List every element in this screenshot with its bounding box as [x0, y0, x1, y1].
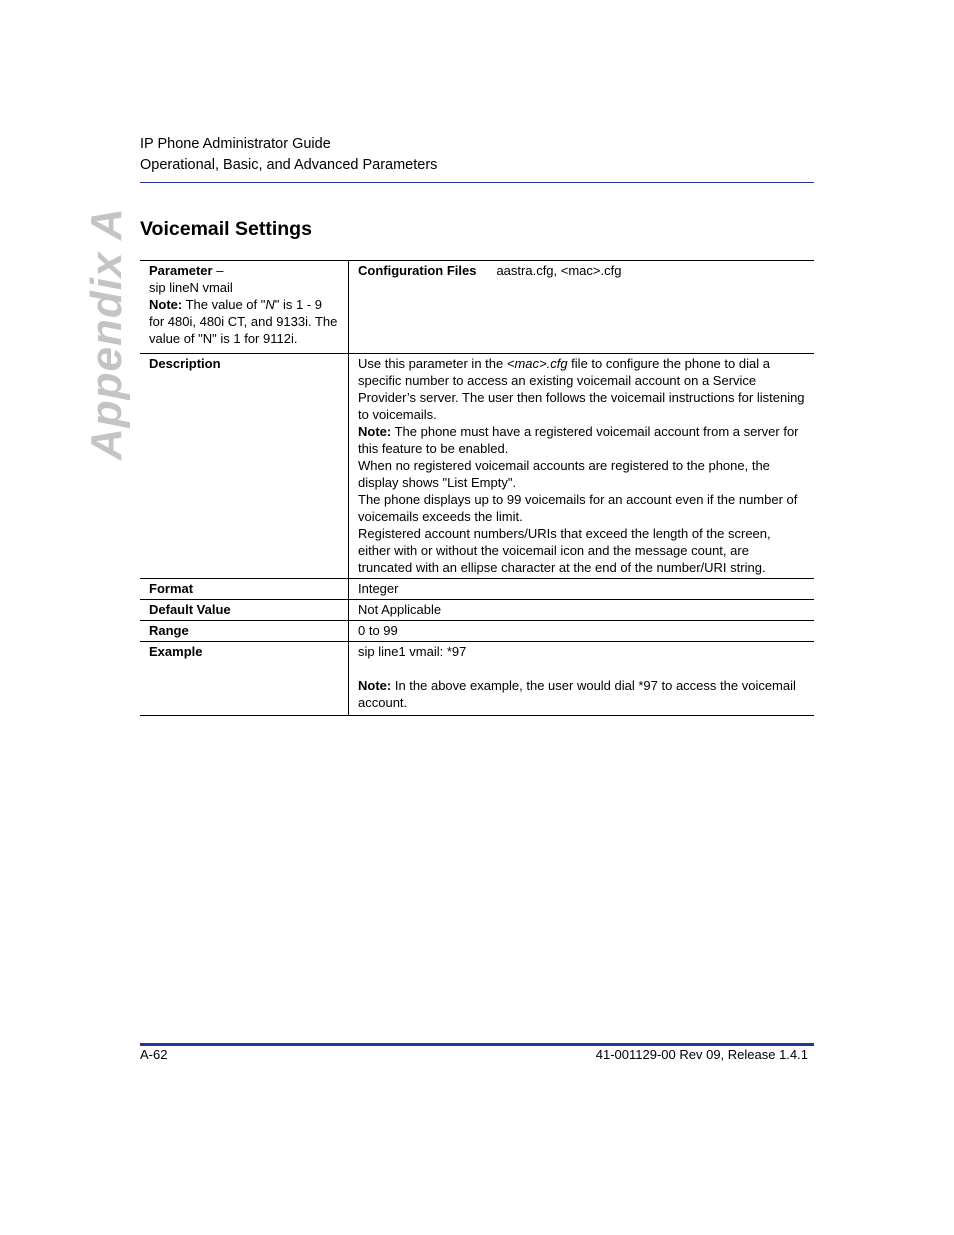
example-label: Example	[140, 642, 349, 716]
parameter-cell	[140, 261, 349, 354]
description-cell	[349, 354, 815, 579]
table-row-format	[140, 579, 814, 600]
config-files-value: aastra.cfg, <mac>.cfg	[496, 263, 622, 278]
config-files-cell	[349, 261, 815, 354]
section-title: Voicemail Settings	[140, 218, 312, 240]
description-p5: Registered account numbers/URIs that exceed the length of the screen, either with or without the voicemail icon and the message count, are truncated with an ellipse character at the end of the number/URI string.	[358, 526, 771, 575]
range-value: 0 to 99	[349, 621, 815, 642]
description-note-label: Note:	[358, 424, 392, 439]
example-cell	[349, 642, 815, 716]
page-number: A-62	[140, 1047, 168, 1062]
table-row-description	[140, 354, 814, 579]
default-value-label: Default Value	[140, 600, 349, 621]
format-label: Format	[140, 579, 349, 600]
header-divider	[140, 182, 814, 183]
default-value-value: Not Applicable	[349, 600, 815, 621]
description-p4: The phone displays up to 99 voicemails for an account even if the number of voicemails exceeds the limit.	[358, 492, 798, 524]
example-note-label: Note:	[358, 678, 392, 693]
range-label: Range	[140, 621, 349, 642]
description-p1-pre: Use this parameter in the	[358, 356, 507, 371]
parameter-name: sip lineN vmail	[149, 280, 233, 295]
format-value: Integer	[349, 579, 815, 600]
description-p3: When no registered voicemail accounts are registered to the phone, the display shows "List Empty".	[358, 458, 770, 490]
description-label: Description	[140, 354, 349, 579]
description-p1-file: <mac>.cfg	[506, 356, 568, 371]
parameter-note-text-2: " is 1 - 9 for 480i, 480i CT, and 9133i. The value of "N" is 1 for 9112i.	[149, 297, 338, 346]
example-note-text: In the above example, the user would dial *97 to access the voicemail account.	[358, 678, 796, 710]
parameter-label: Parameter	[149, 263, 213, 278]
parameter-table	[140, 260, 814, 716]
parameter-note-label: Note:	[149, 297, 183, 312]
table-row-parameter	[140, 261, 814, 354]
description-p1-post: file to configure the phone to dial a specific number to access an existing voicemail account on a Service Provider’s server. The user then follows the voicemail instructions for listening to voicemails.	[358, 356, 805, 422]
parameter-note-text-1: The value of "	[182, 297, 266, 312]
table-row-range	[140, 621, 814, 642]
header-chapter-title: Operational, Basic, and Advanced Parameters	[140, 157, 438, 173]
table-row-default-value	[140, 600, 814, 621]
document-id: 41-001129-00 Rev 09, Release 1.4.1	[595, 1047, 808, 1062]
footer-divider	[140, 1043, 814, 1046]
config-files-label: Configuration Files	[358, 263, 477, 278]
header-guide-title: IP Phone Administrator Guide	[140, 136, 331, 152]
appendix-side-label: Appendix A	[82, 207, 131, 460]
description-note-text: The phone must have a registered voicemail account from a server for this feature to be enabled.	[358, 424, 799, 456]
parameter-note-n: N	[265, 297, 275, 312]
table-row-example	[140, 642, 814, 716]
parameter-dash: –	[212, 263, 224, 278]
example-code: sip line1 vmail: *97	[358, 644, 467, 659]
